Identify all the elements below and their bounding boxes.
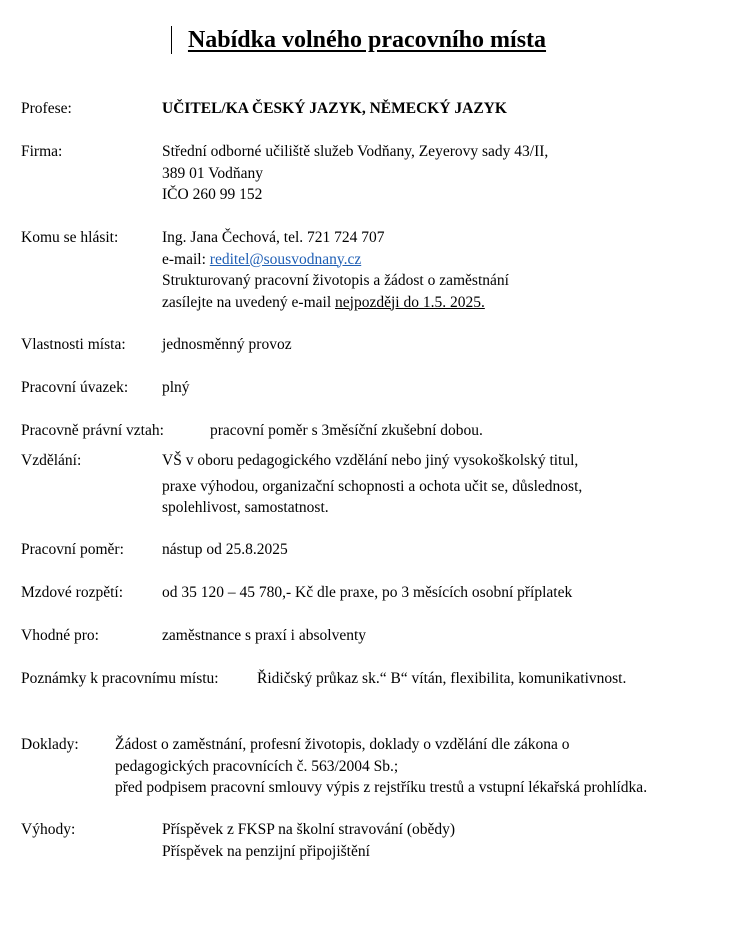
value-pomer: nástup od 25.8.2025 — [162, 541, 288, 558]
value-kontakt — [162, 227, 509, 313]
value-poznamky: Řidičský průkaz sk.“ B“ vítán, flexibilita, komunikativnost. — [257, 670, 627, 687]
value-vlastnosti: jednosměnný provoz — [162, 336, 292, 353]
value-firma — [162, 141, 548, 206]
email-prefix: e-mail: — [162, 250, 210, 268]
label-firma: Firma: — [21, 143, 63, 160]
value-mzda: od 35 120 – 45 780,- Kč dle praxe, po 3 měsících osobní příplatek — [162, 584, 573, 601]
label-vzdelani: Vzdělání: — [21, 452, 82, 469]
label-doklady: Doklady: — [21, 736, 79, 753]
value-doklady — [115, 734, 647, 799]
vyhody-line: Příspěvek na penzijní připojištění — [162, 842, 370, 860]
kontakt-name-phone: Ing. Jana Čechová, tel. 721 724 707 — [162, 229, 385, 246]
vzdelani-line: praxe výhodou, organizační schopnosti a ochota učit se, důslednost, — [162, 477, 583, 495]
email-link[interactable]: reditel@sousvodnany.cz — [209, 250, 362, 268]
label-vhodne: Vhodné pro: — [21, 627, 99, 644]
vzdelani-line: VŠ v oboru pedagogického vzdělání nebo jiný vysokoškolský titul, — [162, 452, 579, 469]
firma-line: 389 01 Vodňany — [162, 164, 264, 182]
kontakt-deadline-line: zasílejte na uvedený e-mail nejpozději do 1.5. 2025. — [162, 293, 485, 311]
kontakt-instructions: Strukturovaný pracovní životopis a žádost o zaměstnání — [162, 272, 509, 289]
label-poznamky: Poznámky k pracovnímu místu: — [21, 670, 219, 687]
firma-line: Střední odborné učiliště služeb Vodňany, Zeyerovy sady 43/II, — [162, 143, 549, 160]
label-profese: Profese: — [21, 100, 72, 117]
label-pomer: Pracovní poměr: — [21, 541, 124, 558]
deadline: nejpozději do 1.5. 2025. — [335, 293, 485, 311]
value-vzdelani — [162, 450, 582, 519]
doklady-line: před podpisem pracovní smlouvy výpis z rejstříku trestů a vstupní lékařská prohlídka. — [115, 779, 648, 796]
page-title: Nabídka volného pracovního místa — [187, 27, 547, 53]
vyhody-line: Příspěvek z FKSP na školní stravování (obědy) — [162, 821, 456, 838]
value-vhodne: zaměstnance s praxí i absolventy — [162, 627, 367, 644]
label-vlastnosti: Vlastnosti místa: — [21, 336, 126, 353]
label-uvazek: Pracovní úvazek: — [21, 379, 129, 396]
kontakt-email-line — [162, 249, 509, 271]
value-uvazek: plný — [162, 379, 190, 396]
label-kontakt: Komu se hlásit: — [21, 229, 119, 246]
label-vztah: Pracovně právní vztah: — [21, 422, 164, 439]
doklady-line: Žádost o zaměstnání, profesní životopis, doklady o vzdělání dle zákona o — [115, 736, 570, 753]
value-profese: UČITEL/KA ČESKÝ JAZYK, NĚMECKÝ JAZYK — [162, 100, 507, 117]
doklady-line: pedagogických pracovnících č. 563/2004 Sb.; — [115, 757, 399, 775]
label-mzda: Mzdové rozpětí: — [21, 584, 124, 601]
value-vztah: pracovní poměr s 3měsíční zkušební dobou. — [210, 422, 483, 439]
value-vyhody — [162, 819, 455, 862]
label-vyhody: Výhody: — [21, 821, 76, 838]
firma-line: IČO 260 99 152 — [162, 186, 263, 203]
vzdelani-line: spolehlivost, samostatnost. — [162, 499, 329, 516]
